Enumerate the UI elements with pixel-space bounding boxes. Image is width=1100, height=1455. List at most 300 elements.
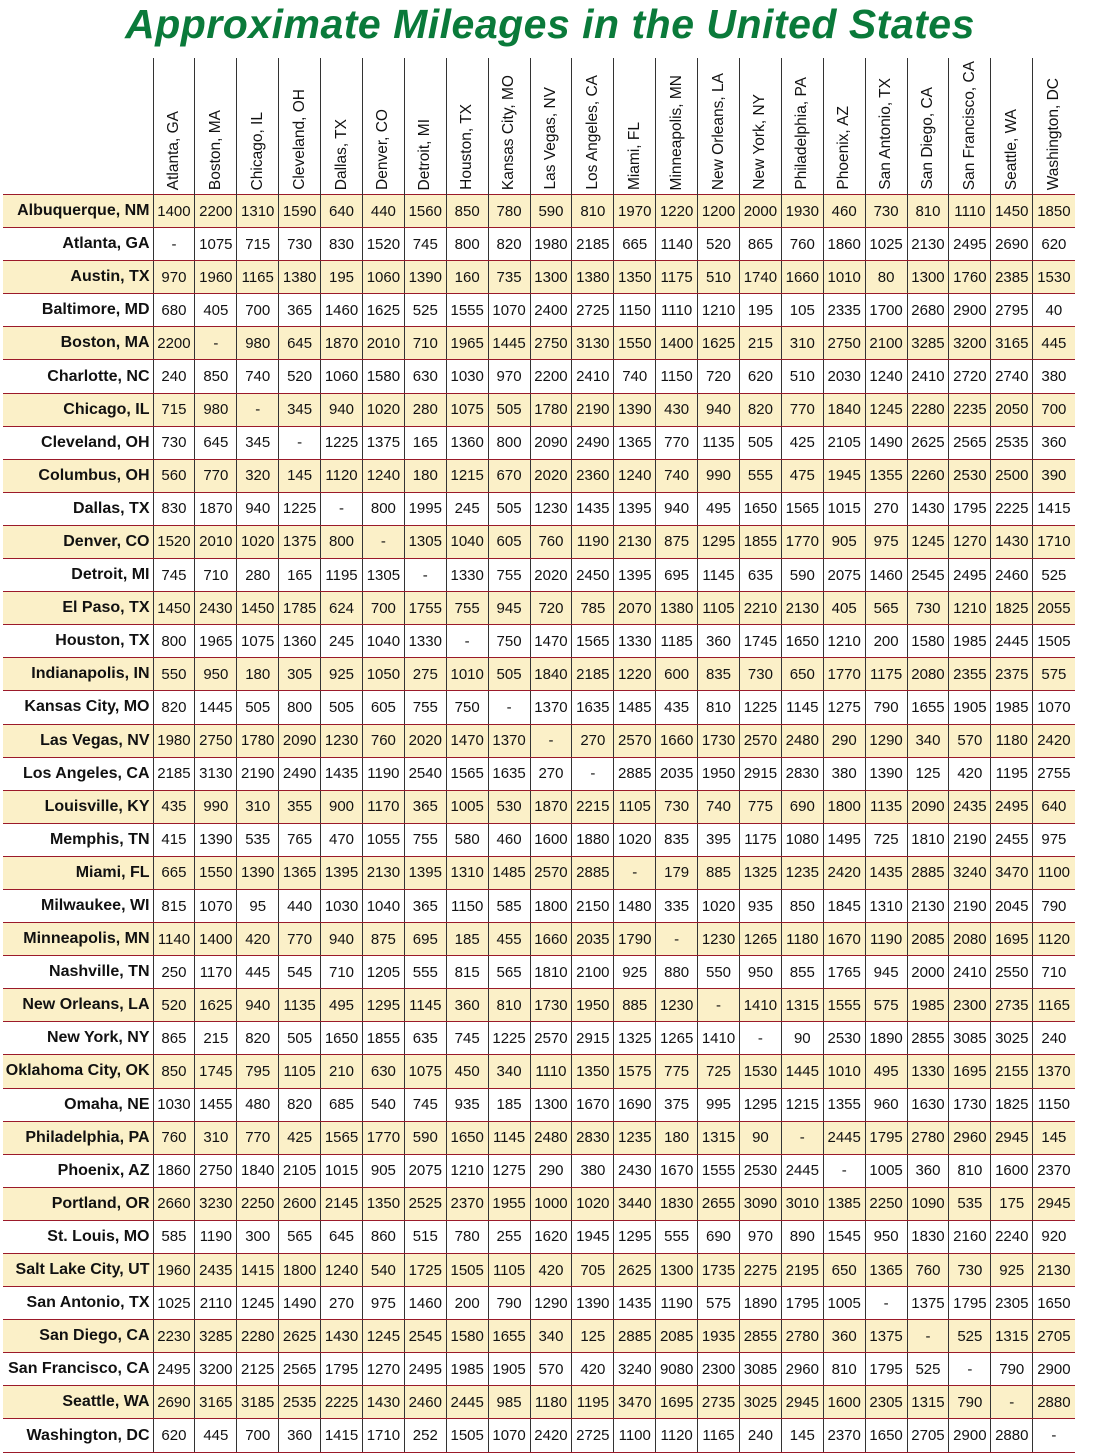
mileage-cell: 1860 (823, 228, 865, 261)
mileage-cell: 1070 (1033, 691, 1075, 724)
mileage-cell: 1630 (907, 1088, 949, 1121)
mileage-cell: 605 (362, 691, 404, 724)
mileage-cell: 1040 (362, 625, 404, 658)
mileage-cell: 815 (446, 956, 488, 989)
mileage-cell: 2460 (404, 1386, 446, 1419)
mileage-cell: 745 (446, 1022, 488, 1055)
mileage-cell: 1655 (907, 691, 949, 724)
mileage-cell: 750 (446, 691, 488, 724)
mileage-cell: 1460 (404, 1287, 446, 1320)
mileage-cell: 2900 (949, 294, 991, 327)
mileage-cell: 1555 (446, 294, 488, 327)
mileage-cell: 950 (195, 658, 237, 691)
mileage-cell: 1650 (739, 492, 781, 525)
table-row (3, 195, 1075, 228)
mileage-cell: 1010 (823, 261, 865, 294)
mileage-cell: 1170 (362, 790, 404, 823)
column-header-label: Washington, DC (1044, 77, 1062, 190)
mileage-cell: 2755 (1033, 757, 1075, 790)
mileage-cell: 2185 (153, 757, 195, 790)
mileage-cell: 755 (446, 592, 488, 625)
mileage-cell: 2020 (530, 459, 572, 492)
mileage-cell: 2690 (153, 1386, 195, 1419)
mileage-cell: 445 (237, 956, 279, 989)
row-city-label: Portland, OR (3, 1187, 153, 1220)
mileage-cell: 2445 (823, 1121, 865, 1154)
table-row (3, 1088, 1075, 1121)
mileage-cell: 770 (656, 426, 698, 459)
mileage-cell: 715 (153, 393, 195, 426)
mileage-cell: 605 (488, 525, 530, 558)
mileage-cell: 565 (865, 592, 907, 625)
mileage-cell: 290 (530, 1154, 572, 1187)
mileage-cell: 530 (488, 790, 530, 823)
mileage-cell: 145 (1033, 1121, 1075, 1154)
mileage-cell: 3010 (781, 1187, 823, 1220)
mileage-cell: 2690 (991, 228, 1033, 261)
mileage-cell: 460 (488, 823, 530, 856)
mileage-cell: 2105 (823, 426, 865, 459)
mileage-cell: 320 (237, 459, 279, 492)
mileage-cell: 620 (153, 1419, 195, 1452)
row-city-label: Nashville, TN (3, 956, 153, 989)
mileage-cell: 575 (865, 989, 907, 1022)
mileage-cell: 1005 (446, 790, 488, 823)
mileage-cell: 2550 (991, 956, 1033, 989)
mileage-cell: 2535 (991, 426, 1033, 459)
mileage-cell: 1005 (823, 1287, 865, 1320)
mileage-cell: 1350 (362, 1187, 404, 1220)
mileage-cell: 1075 (237, 625, 279, 658)
mileage-cell: 1355 (823, 1088, 865, 1121)
mileage-cell: 1660 (530, 923, 572, 956)
mileage-cell: - (739, 1022, 781, 1055)
mileage-cell: 1930 (781, 195, 823, 228)
mileage-cell: 2375 (991, 658, 1033, 691)
mileage-cell: 1460 (865, 559, 907, 592)
mileage-cell: 2080 (907, 658, 949, 691)
mileage-cell: 1020 (237, 525, 279, 558)
mileage-cell: 1455 (195, 1088, 237, 1121)
mileage-cell: 360 (823, 1320, 865, 1353)
mileage-cell: 865 (153, 1022, 195, 1055)
mileage-cell: 1960 (153, 1254, 195, 1287)
mileage-cell: 1980 (530, 228, 572, 261)
mileage-cell: 590 (530, 195, 572, 228)
mileage-cell: 2680 (907, 294, 949, 327)
column-header (279, 58, 321, 195)
mileage-cell: - (656, 923, 698, 956)
mileage-cell: 2230 (153, 1320, 195, 1353)
mileage-cell: 630 (362, 1055, 404, 1088)
mileage-cell: 445 (1033, 327, 1075, 360)
column-header-label: Philadelphia, PA (793, 77, 811, 190)
row-city-label: Baltimore, MD (3, 294, 153, 327)
mileage-cell: 855 (781, 956, 823, 989)
mileage-cell: 2370 (446, 1187, 488, 1220)
mileage-cell: 2035 (656, 757, 698, 790)
mileage-cell: 2545 (404, 1320, 446, 1353)
mileage-cell: 1400 (656, 327, 698, 360)
mileage-cell: 730 (279, 228, 321, 261)
mileage-cell: 2740 (991, 360, 1033, 393)
mileage-cell: 2725 (572, 294, 614, 327)
mileage-cell: 1950 (698, 757, 740, 790)
row-city-label: San Francisco, CA (3, 1353, 153, 1386)
mileage-cell: 1290 (530, 1287, 572, 1320)
mileage-cell: 575 (698, 1287, 740, 1320)
mileage-cell: 1225 (279, 492, 321, 525)
mileage-cell: 2020 (404, 724, 446, 757)
mileage-cell: 535 (237, 823, 279, 856)
mileage-cell: 2130 (781, 592, 823, 625)
mileage-cell: 760 (781, 228, 823, 261)
mileage-cell: 1390 (237, 856, 279, 889)
mileage-cell: 1445 (195, 691, 237, 724)
mileage-cell: 1565 (446, 757, 488, 790)
mileage-cell: 310 (195, 1121, 237, 1154)
column-header (488, 58, 530, 195)
table-row (3, 327, 1075, 360)
mileage-cell: 2535 (279, 1386, 321, 1419)
mileage-cell: 1030 (153, 1088, 195, 1121)
mileage-cell: 705 (572, 1254, 614, 1287)
mileage-cell: 1330 (907, 1055, 949, 1088)
mileage-cell: 345 (279, 393, 321, 426)
mileage-cell: 2030 (823, 360, 865, 393)
column-header (153, 58, 195, 195)
mileage-cell: 945 (865, 956, 907, 989)
mileage-cell: 1485 (614, 691, 656, 724)
mileage-cell: 2445 (991, 625, 1033, 658)
mileage-cell: 90 (781, 1022, 823, 1055)
mileage-cell: 665 (614, 228, 656, 261)
mileage-cell: 2305 (865, 1386, 907, 1419)
mileage-cell: 310 (237, 790, 279, 823)
row-city-label: Boston, MA (3, 327, 153, 360)
row-city-label: Austin, TX (3, 261, 153, 294)
table-row (3, 1287, 1075, 1320)
mileage-cell: 2145 (321, 1187, 363, 1220)
column-header (991, 58, 1033, 195)
mileage-cell: 1375 (907, 1287, 949, 1320)
mileage-cell: 1270 (949, 525, 991, 558)
mileage-cell: 125 (572, 1320, 614, 1353)
mileage-cell: 1730 (530, 989, 572, 1022)
mileage-cell: 545 (279, 956, 321, 989)
mileage-cell: 245 (321, 625, 363, 658)
mileage-cell: 2830 (781, 757, 823, 790)
mileage-cell: 755 (404, 691, 446, 724)
mileage-cell: 2090 (530, 426, 572, 459)
mileage-cell: 645 (321, 1220, 363, 1253)
mileage-cell: 495 (698, 492, 740, 525)
mileage-cell: 3185 (237, 1386, 279, 1419)
mileage-cell: 1150 (446, 889, 488, 922)
mileage-cell: 735 (488, 261, 530, 294)
mileage-cell: 1555 (698, 1154, 740, 1187)
header-row (3, 58, 1075, 195)
mileage-cell: 2225 (991, 492, 1033, 525)
mileage-cell: 2130 (907, 889, 949, 922)
mileage-cell: 810 (572, 195, 614, 228)
column-header-label: Los Angeles, CA (583, 75, 601, 190)
mileage-cell: 3200 (195, 1353, 237, 1386)
mileage-cell: 1190 (865, 923, 907, 956)
mileage-cell: 760 (907, 1254, 949, 1287)
column-header (823, 58, 865, 195)
mileage-cell: 1830 (907, 1220, 949, 1253)
mileage-cell: 1350 (572, 1055, 614, 1088)
row-city-label: Denver, CO (3, 525, 153, 558)
mileage-cell: 2885 (614, 757, 656, 790)
table-row (3, 1220, 1075, 1253)
mileage-cell: 1960 (195, 261, 237, 294)
mileage-cell: 770 (237, 1121, 279, 1154)
mileage-cell: 145 (279, 459, 321, 492)
mileage-cell: 550 (153, 658, 195, 691)
mileage-cell: 1145 (404, 989, 446, 1022)
mileage-cell: 405 (195, 294, 237, 327)
mileage-cell: 215 (195, 1022, 237, 1055)
mileage-cell: 2130 (907, 228, 949, 261)
mileage-cell: 970 (739, 1220, 781, 1253)
mileage-cell: 2410 (949, 956, 991, 989)
mileage-cell: 300 (237, 1220, 279, 1253)
mileage-cell: 820 (237, 1022, 279, 1055)
mileage-cell: - (488, 691, 530, 724)
mileage-cell: 880 (656, 956, 698, 989)
row-city-label: Charlotte, NC (3, 360, 153, 393)
mileage-cell: 925 (321, 658, 363, 691)
mileage-cell: 2945 (1033, 1187, 1075, 1220)
mileage-cell: 1945 (823, 459, 865, 492)
mileage-cell: 645 (195, 426, 237, 459)
row-city-label: New Orleans, LA (3, 989, 153, 1022)
mileage-cell: 785 (572, 592, 614, 625)
mileage-cell: 2565 (279, 1353, 321, 1386)
mileage-cell: 1565 (781, 492, 823, 525)
mileage-cell: 2945 (781, 1386, 823, 1419)
mileage-cell: 1935 (698, 1320, 740, 1353)
mileage-cell: 1325 (614, 1022, 656, 1055)
mileage-cell: 1965 (446, 327, 488, 360)
mileage-cell: 1670 (572, 1088, 614, 1121)
column-header-label: Detroit, MI (416, 118, 434, 190)
mileage-cell: 1265 (739, 923, 781, 956)
mileage-cell: 740 (656, 459, 698, 492)
mileage-cell: 1870 (195, 492, 237, 525)
mileage-cell: 640 (321, 195, 363, 228)
mileage-cell: 1700 (865, 294, 907, 327)
mileage-cell: 800 (153, 625, 195, 658)
mileage-cell: - (153, 228, 195, 261)
mileage-cell: 1265 (656, 1022, 698, 1055)
mileage-cell: 635 (739, 559, 781, 592)
mileage-cell: 950 (865, 1220, 907, 1253)
mileage-cell: 1985 (949, 625, 991, 658)
mileage-cell: 480 (237, 1088, 279, 1121)
mileage-cell: 2370 (1033, 1154, 1075, 1187)
mileage-cell: 390 (1033, 459, 1075, 492)
mileage-cell: 1020 (698, 889, 740, 922)
mileage-cell: 760 (153, 1121, 195, 1154)
mileage-cell: 1415 (237, 1254, 279, 1287)
table-row (3, 1386, 1075, 1419)
mileage-cell: 125 (907, 757, 949, 790)
mileage-cell: 680 (153, 294, 195, 327)
mileage-cell: 1380 (279, 261, 321, 294)
table-row (3, 724, 1075, 757)
mileage-cell: 1810 (530, 956, 572, 989)
mileage-cell: 1385 (823, 1187, 865, 1220)
mileage-cell: 1670 (823, 923, 865, 956)
mileage-cell: 975 (865, 525, 907, 558)
mileage-cell: 1795 (781, 1287, 823, 1320)
mileage-cell: 2530 (739, 1154, 781, 1187)
mileage-cell: 925 (991, 1254, 1033, 1287)
mileage-cell: 2495 (153, 1353, 195, 1386)
mileage-cell: 1235 (614, 1121, 656, 1154)
page-title: Approximate Mileages in the United States (125, 1, 975, 47)
mileage-cell: 1105 (488, 1254, 530, 1287)
row-city-label: Louisville, KY (3, 790, 153, 823)
mileage-cell: 1770 (362, 1121, 404, 1154)
mileage-cell: 1150 (1033, 1088, 1075, 1121)
mileage-cell: 520 (279, 360, 321, 393)
mileage-cell: 9080 (656, 1353, 698, 1386)
mileage-cell: 1395 (614, 492, 656, 525)
table-row (3, 923, 1075, 956)
mileage-cell: 2530 (823, 1022, 865, 1055)
mileage-cell: 1860 (153, 1154, 195, 1187)
mileage-cell: 1150 (614, 294, 656, 327)
mileage-cell: 1080 (781, 823, 823, 856)
mileage-cell: 1765 (823, 956, 865, 989)
mileage-cell: 1245 (907, 525, 949, 558)
row-city-label: Houston, TX (3, 625, 153, 658)
mileage-cell: 1105 (614, 790, 656, 823)
mileage-cell: 1505 (1033, 625, 1075, 658)
mileage-cell: 945 (488, 592, 530, 625)
mileage-cell: 360 (279, 1419, 321, 1452)
mileage-cell: 2275 (739, 1254, 781, 1287)
mileage-cell: 1855 (739, 525, 781, 558)
mileage-cell: 2085 (656, 1320, 698, 1353)
mileage-cell: 3440 (614, 1187, 656, 1220)
mileage-cell: 1165 (1033, 989, 1075, 1022)
mileage-cell: 1275 (488, 1154, 530, 1187)
mileage-cell: 890 (781, 1220, 823, 1253)
mileage-cell: 240 (1033, 1022, 1075, 1055)
mileage-cell: 2660 (153, 1187, 195, 1220)
mileage-cell: 810 (823, 1353, 865, 1386)
mileage-cell: 1295 (739, 1088, 781, 1121)
mileage-cell: 2305 (991, 1287, 1033, 1320)
mileage-cell: 365 (404, 889, 446, 922)
mileage-cell: 270 (865, 492, 907, 525)
mileage-cell: 1690 (614, 1088, 656, 1121)
mileage-cell: 435 (656, 691, 698, 724)
mileage-cell: 2855 (907, 1022, 949, 1055)
row-city-label: Washington, DC (3, 1419, 153, 1452)
mileage-cell: 1210 (698, 294, 740, 327)
mileage-cell: 240 (739, 1419, 781, 1452)
mileage-cell: 2495 (949, 228, 991, 261)
mileage-cell: 1230 (530, 492, 572, 525)
mileage-cell: 1530 (739, 1055, 781, 1088)
mileage-cell: 700 (237, 294, 279, 327)
mileage-cell: 1520 (153, 525, 195, 558)
mileage-cell: 975 (362, 1287, 404, 1320)
mileage-cell: 810 (488, 989, 530, 1022)
mileage-cell: 1020 (362, 393, 404, 426)
mileage-cell: 985 (488, 1386, 530, 1419)
mileage-cell: 2445 (781, 1154, 823, 1187)
mileage-cell: 1020 (572, 1187, 614, 1220)
mileage-cell: 790 (865, 691, 907, 724)
mileage-cell: 645 (279, 327, 321, 360)
mileage-cell: 3165 (195, 1386, 237, 1419)
column-header (949, 58, 991, 195)
mileage-cell: 835 (698, 658, 740, 691)
mileage-cell: 755 (488, 559, 530, 592)
mileage-cell: 310 (781, 327, 823, 360)
column-header (614, 58, 656, 195)
mileage-cell: 1295 (698, 525, 740, 558)
mileage-cell: 2335 (823, 294, 865, 327)
mileage-cell: 2625 (614, 1254, 656, 1287)
mileage-cell: 1005 (865, 1154, 907, 1187)
mileage-cell: 2200 (153, 327, 195, 360)
mileage-cell: 1145 (698, 559, 740, 592)
mileage-cell: 2035 (572, 923, 614, 956)
mileage-cell: 1855 (362, 1022, 404, 1055)
mileage-cell: 420 (530, 1254, 572, 1287)
row-city-label: Philadelphia, PA (3, 1121, 153, 1154)
mileage-cell: 1430 (321, 1320, 363, 1353)
mileage-cell: 2705 (1033, 1320, 1075, 1353)
mileage-cell: 245 (446, 492, 488, 525)
mileage-cell: 2080 (949, 923, 991, 956)
mileage-cell: 1945 (572, 1220, 614, 1253)
mileage-cell: 1060 (362, 261, 404, 294)
mileage-cell: 2570 (739, 724, 781, 757)
mileage-cell: 2130 (614, 525, 656, 558)
mileage-cell: 1905 (949, 691, 991, 724)
mileage-cell: 1625 (195, 989, 237, 1022)
mileage-cell: - (321, 492, 363, 525)
mileage-cell: 2780 (781, 1320, 823, 1353)
mileage-cell: 1315 (781, 989, 823, 1022)
mileage-cell: 960 (865, 1088, 907, 1121)
mileage-cell: 1220 (614, 658, 656, 691)
mileage-cell: 810 (949, 1154, 991, 1187)
mileage-cell: 690 (698, 1220, 740, 1253)
mileage-cell: 940 (237, 492, 279, 525)
mileage-cell: 1325 (739, 856, 781, 889)
mileage-cell: 405 (823, 592, 865, 625)
mileage-cell: 2885 (572, 856, 614, 889)
row-city-label: Las Vegas, NV (3, 724, 153, 757)
mileage-cell: 380 (823, 757, 865, 790)
mileage-cell: 685 (321, 1088, 363, 1121)
mileage-cell: 3085 (739, 1353, 781, 1386)
mileage-cell: 1180 (530, 1386, 572, 1419)
mileage-cell: 650 (823, 1254, 865, 1287)
mileage-cell: 1840 (823, 393, 865, 426)
mileage-cell: 1980 (153, 724, 195, 757)
